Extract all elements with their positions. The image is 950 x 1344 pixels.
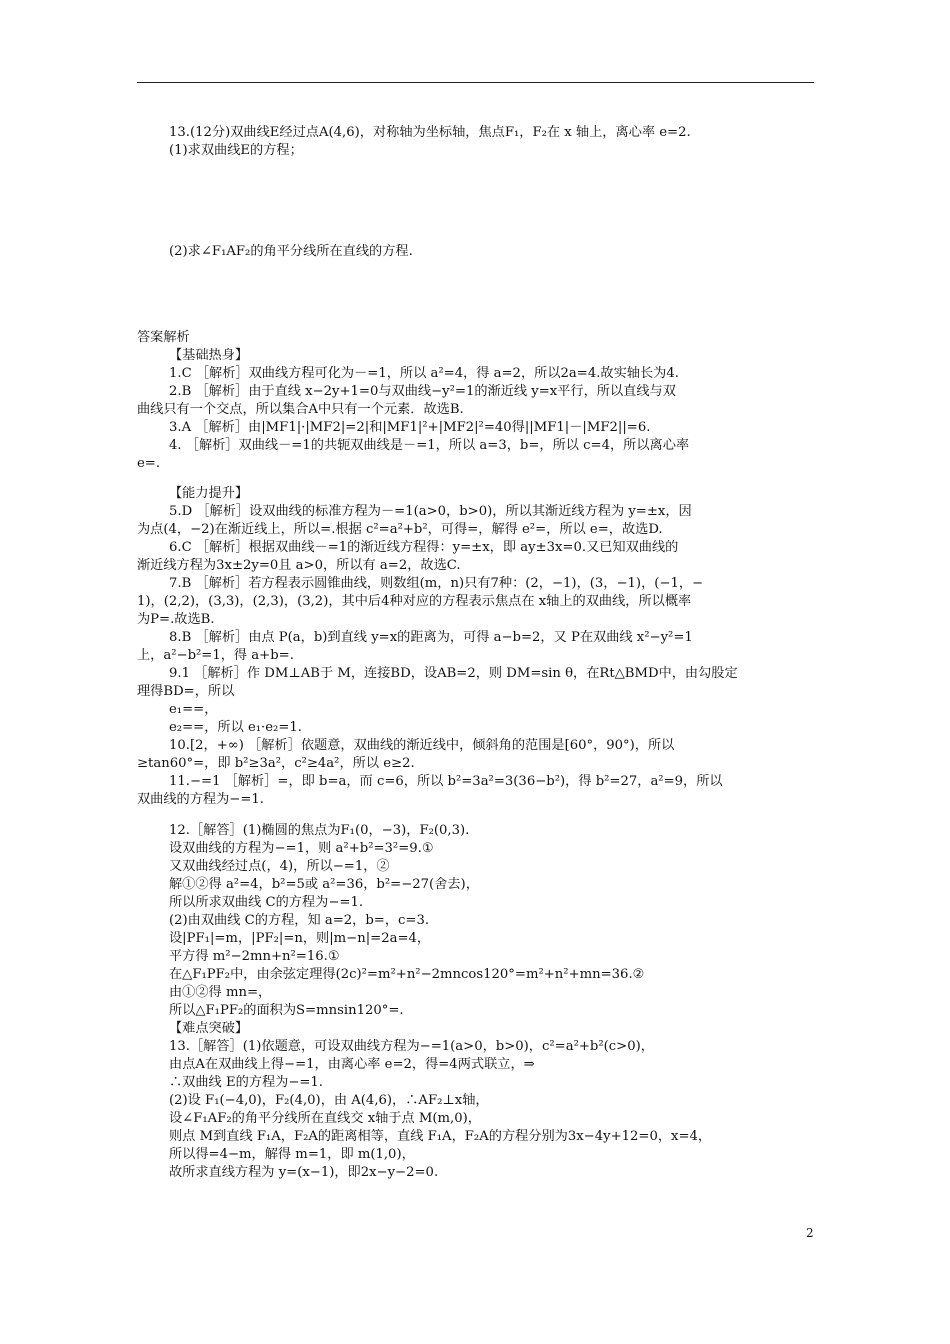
answer-13-line-1: 13.［解答］(1)依题意，可设双曲线方程为−=1(a>0，b>0)，c²=a²+b²(c>0)， [169,1039,654,1054]
answer-9-line-1: 9.1 ［解析］作 DM⊥AB于 M，连接BD，设AB=2，则 DM=sin θ，在Rt△BMD中，由勾股定 [169,666,738,681]
answer-12-line-7: 设|PF₁|=m，|PF₂|=n，则|m−n|=2a=4， [169,931,431,946]
section-ability-header: 【能力提升】 [169,486,249,501]
answer-13-line-8: 故所求直线方程为 y=(x−1)，即2x−y−2=0. [169,1165,439,1180]
answer-12-line-5: 所以所求双曲线 C的方程为−=1. [169,895,364,910]
header-rule [137,82,814,83]
answer-4-line-2: e=. [137,456,161,471]
answer-10-line-1: 10.[2，+∞) ［解析］依题意，双曲线的渐近线中，倾斜角的范围是[60°，90°)，所以 [169,738,675,753]
answer-11-line-2: 双曲线的方程为−=1. [137,792,264,807]
answer-9-line-4: e₂==，所以 e₁·e₂=1. [169,720,302,735]
answer-12-line-11: 所以△F₁PF₂的面积为S=mnsin120°=. [169,1003,404,1018]
answer-5-line-2: 为点(4，−2)在渐近线上，所以=.根据 c²=a²+b²，可得=，解得 e²=，所以 e=，故选D. [137,522,663,537]
section-basic-header: 【基础热身】 [169,348,249,363]
answer-7-line-2: 1)，(2,2)，(3,3)，(2,3)，(3,2)，其中后4种对应的方程表示焦点在 x轴上的双曲线，所以概率 [137,594,692,609]
answer-7-line-1: 7.B ［解析］若方程表示圆锥曲线，则数组(m，n)只有7种：(2，−1)，(3，−1)，(−1，− [169,576,704,591]
answer-12-line-3: 又双曲线经过点(，4)，所以−=1，② [169,859,390,874]
answer-9-line-2: 理得BD=，所以 [137,684,235,699]
problem-13-part-2: (2)求∠F₁AF₂的角平分线所在直线的方程. [169,244,413,259]
answer-11-line-1: 11.−=1 ［解析］=，即 b=a，而 c=6，所以 b²=3a²=3(36−b²)，得 b²=27，a²=9，所以 [169,774,723,789]
answer-3: 3.A ［解析］由|MF1|·|MF2|=2|和|MF1|²+|MF2|²=40得||MF1|－|MF2||=6. [169,420,651,435]
answer-12-line-10: 由①②得 mn=， [169,985,272,1000]
answer-4-line-1: 4. ［解析］双曲线－=1的共轭双曲线是－=1，所以 a=3，b=，所以 c=4，所以离心率 [169,438,690,453]
answer-10-line-2: ≥tan60°=，即 b²≥3a²，c²≥4a²，所以 e≥2. [137,756,415,771]
answer-12-line-4: 解①②得 a²=4，b²=5或 a²=36，b²=−27(舍去)， [169,877,479,892]
problem-13-statement: 13.(12分)双曲线E经过点A(4,6)，对称轴为坐标轴，焦点F₁，F₂在 x 轴上，离心率 e=2. [169,125,691,140]
answer-12-line-8: 平方得 m²−2mn+n²=16.① [169,949,340,964]
problem-13-part-1: (1)求双曲线E的方程； [169,143,303,158]
answer-8-line-1: 8.B ［解析］由点 P(a，b)到直线 y=x的距离为，可得 a−b=2，又 P在双曲线 x²−y²=1 [169,630,693,645]
page-number: 2 [806,1226,814,1240]
answers-title: 答案解析 [137,330,190,345]
answer-13-line-2: 由点A在双曲线上得−=1，由离心率 e=2，得=4两式联立，⇒ [169,1057,535,1072]
section-hard-header: 【难点突破】 [169,1021,249,1036]
answer-6-line-2: 渐近线方程为3x±2y=0且 a>0，所以有 a=2，故选C. [137,558,461,573]
answer-13-line-7: 所以得=4−m，解得 m=1，即 m(1,0)， [169,1147,415,1162]
answer-6-line-1: 6.C ［解析］根据双曲线－=1的渐近线方程得：y=±x，即 ay±3x=0.又已知双曲线的 [169,540,679,555]
answer-2-line-1: 2.B ［解析］由于直线 x−2y+1=0与双曲线−y²=1的渐近线 y=x平行，所以直线与双 [169,384,676,399]
answer-7-line-3: 为P=.故选B. [137,612,215,627]
answer-2-line-2: 曲线只有一个交点，所以集合A中只有一个元素．故选B. [137,402,464,417]
answer-13-line-3: ∴双曲线 E的方程为−=1. [169,1075,323,1090]
answer-13-line-6: 则点 M到直线 F₁A，F₂A的距离相等，直线 F₁A，F₂A的方程分别为3x−4y+12=0，x=4， [169,1129,712,1144]
answer-12-line-2: 设双曲线的方程为−=1，则 a²+b²=3²=9.① [169,841,434,856]
answer-12-line-9: 在△F₁PF₂中，由余弦定理得(2c)²=m²+n²−2mncos120°=m²+n²+mn=36.② [169,967,645,982]
answer-13-line-5: 设∠F₁AF₂的角平分线所在直线交 x轴于点 M(m,0)， [169,1111,481,1126]
answer-12-line-6: (2)由双曲线 C的方程，知 a=2，b=，c=3. [169,913,430,928]
answer-12-line-1: 12.［解答］(1)椭圆的焦点为F₁(0，−3)，F₂(0,3). [169,823,470,838]
answer-8-line-2: 上，a²−b²=1，得 a+b=. [137,648,294,663]
answer-9-line-3: e₁==， [169,702,218,717]
answer-13-line-4: (2)设 F₁(−4,0)，F₂(4,0)，由 A(4,6)，∴AF₂⊥x轴， [169,1093,489,1108]
answer-1: 1.C ［解析］双曲线方程可化为－=1，所以 a²=4，得 a=2，所以2a=4.故实轴长为4. [169,366,679,381]
answer-5-line-1: 5.D ［解析］设双曲线的标准方程为－=1(a>0，b>0)，所以其渐近线方程为 y=±x，因 [169,504,692,519]
